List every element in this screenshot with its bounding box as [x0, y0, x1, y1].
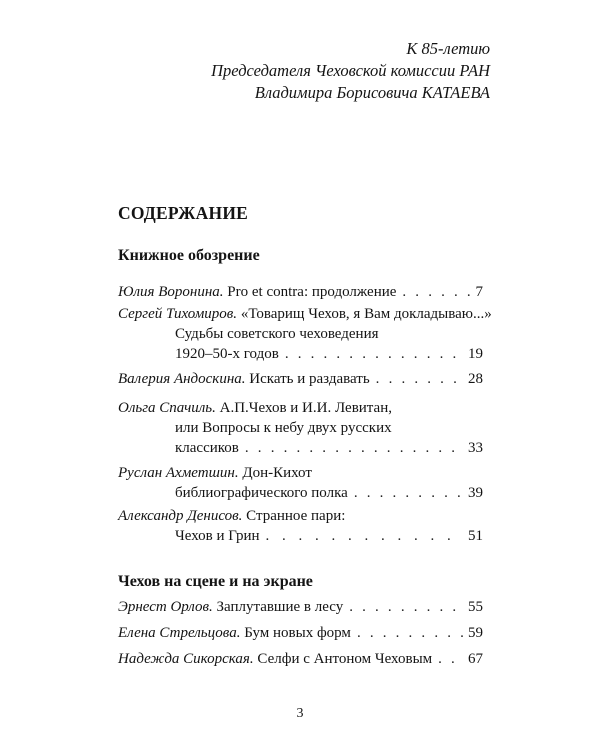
entry-author: Надежда Сикорская.: [118, 651, 254, 667]
dot-leader: [376, 369, 463, 389]
entry-page: 39: [468, 485, 483, 501]
dedication-line-3: Владимира Борисовича КАТАЕВА: [254, 83, 490, 102]
entry-title-continuation: 1920–50-х годов: [175, 346, 279, 362]
entry-title: Селфи с Антоном Чеховым: [257, 651, 433, 667]
entry-title: «Товарищ Чехов, я Вам докладываю...»: [240, 306, 492, 322]
entry-page: 51: [468, 528, 483, 544]
dot-leader: [266, 526, 463, 546]
toc-entry: [118, 597, 483, 617]
entry-title: Дон-Кихот: [242, 465, 312, 481]
entry-page: 59: [468, 625, 483, 641]
entry-page: 19: [468, 346, 483, 362]
entry-title: Заплутавшие в лесу: [216, 599, 344, 615]
dedication-line-1: К 85-летию: [406, 39, 490, 58]
toc-entry: [118, 623, 483, 643]
dot-leader: [402, 282, 470, 302]
toc-entry: [118, 398, 483, 458]
entry-title: Бум новых форм: [244, 625, 351, 641]
entry-author: Елена Стрельцова.: [118, 625, 241, 641]
dedication: [211, 38, 490, 104]
entry-title-continuation: классиков: [175, 440, 239, 456]
entry-page: 28: [468, 371, 483, 387]
toc-entry: [118, 304, 492, 364]
toc-entry: [118, 506, 483, 546]
entry-title: Pro et contra: продолжение: [227, 284, 397, 300]
section-title-stage-and-screen: Чехов на сцене и на экране: [118, 573, 313, 590]
toc-entry: [118, 282, 483, 302]
dedication-line-2: Председателя Чеховской комиссии РАН: [211, 61, 490, 80]
entry-title: А.П.Чехов и И.И. Левитан,: [219, 400, 392, 416]
toc-entry: [118, 649, 483, 669]
entry-author: Руслан Ахметшин.: [118, 465, 239, 481]
entry-title-continuation: библиографического полка: [175, 485, 348, 501]
dot-leader: [245, 438, 463, 458]
entry-title-continuation: Чехов и Грин: [175, 528, 260, 544]
entry-author: Юлия Воронина.: [118, 284, 224, 300]
entry-page: 33: [468, 440, 483, 456]
entry-page: 67: [468, 651, 483, 667]
dot-leader: [285, 344, 463, 364]
entry-author: Сергей Тихомиров.: [118, 306, 238, 322]
entry-author: Валерия Андоскина.: [118, 371, 246, 387]
entry-title: Странное пари:: [246, 508, 346, 524]
dot-leader: [354, 483, 463, 503]
toc-heading: СОДЕРЖАНИЕ: [118, 203, 249, 223]
entry-title-continuation: или Вопросы к небу двух русских: [175, 420, 392, 436]
dot-leader: [349, 597, 463, 617]
entry-author: Эрнест Орлов.: [118, 599, 213, 615]
dot-leader: [438, 649, 463, 669]
toc-entry: [118, 369, 483, 389]
entry-page: 7: [475, 284, 483, 300]
entry-author: Ольга Спачиль.: [118, 400, 216, 416]
entry-title: Искать и раздавать: [249, 371, 370, 387]
toc-entry: [118, 463, 483, 503]
section-title-book-review: Книжное обозрение: [118, 247, 260, 264]
dot-leader: [357, 623, 463, 643]
entry-author: Александр Денисов.: [118, 508, 243, 524]
entry-title-continuation: Судьбы советского чеховедения: [175, 326, 379, 342]
page-number: 3: [296, 706, 304, 721]
entry-page: 55: [468, 599, 483, 615]
